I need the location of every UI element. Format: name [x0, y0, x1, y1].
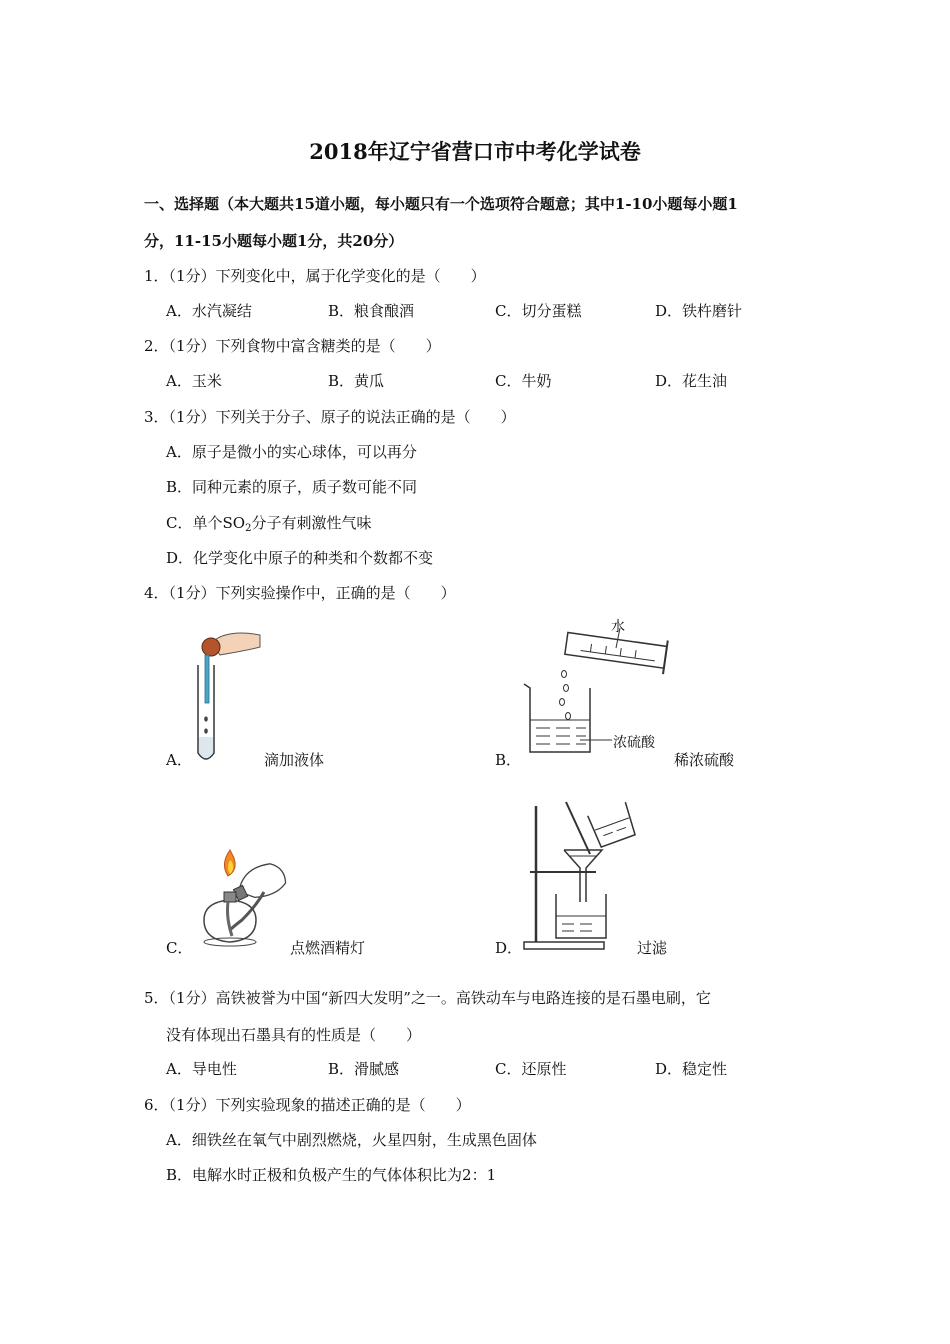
- q4-option-a-caption: 滴加液体: [264, 751, 325, 769]
- dilution-beaker-figure: [520, 612, 680, 762]
- q3-option-a: A．原子是微小的实心球体，可以再分: [166, 443, 417, 461]
- question-3-stem: 3．（1分）下列关于分子、原子的说法正确的是（ ）: [144, 408, 516, 426]
- figure-label-water: 水: [611, 619, 625, 635]
- question-6-stem: 6．（1分）下列实验现象的描述正确的是（ ）: [144, 1096, 471, 1114]
- q4-option-b-caption: 稀浓硫酸: [674, 751, 735, 769]
- q5-option-a: A．导电性: [166, 1060, 237, 1078]
- question-2-stem: 2．（1分）下列食物中富含糖类的是（ ）: [144, 337, 441, 355]
- q4-option-a-letter: A．: [166, 751, 192, 769]
- page-title: 2018年辽宁省营口市中考化学试卷: [309, 139, 641, 164]
- section-heading-line2: 分，11-15小题每小题1分，共20分）: [144, 232, 404, 250]
- q3-option-d: D．化学变化中原子的种类和个数都不变: [166, 549, 434, 567]
- q3-option-c: [166, 512, 371, 534]
- q4-option-c-letter: C．: [166, 939, 193, 957]
- figure-label-sulfuric-acid: 浓硫酸: [613, 735, 655, 751]
- alcohol-lamp-figure: [190, 840, 300, 950]
- q5-option-c: C．还原性: [495, 1060, 567, 1078]
- q6-option-b: B．电解水时正极和负极产生的气体体积比为2：1: [166, 1166, 497, 1184]
- q1-option-a: A．水汽凝结: [166, 302, 252, 320]
- question-5-stem-line2: 没有体现出石墨具有的性质是（ ）: [166, 1026, 422, 1044]
- so2-formula: $SO_2$: [222, 514, 252, 534]
- question-4-stem: 4．（1分）下列实验操作中，正确的是（ ）: [144, 584, 456, 602]
- q3-option-c-lead: C．单个: [166, 514, 223, 532]
- q1-option-b: B．粮食酿酒: [328, 302, 415, 320]
- dropper-test-tube-figure: [190, 625, 265, 765]
- q5-option-d: D．稳定性: [655, 1060, 728, 1078]
- question-1-stem: 1．（1分）下列变化中，属于化学变化的是（ ）: [144, 267, 486, 285]
- q4-option-d-letter: D．: [495, 939, 523, 957]
- q4-option-d-caption: 过滤: [637, 939, 668, 957]
- q2-option-b: B．黄瓜: [328, 372, 385, 390]
- q2-option-d: D．花生油: [655, 372, 728, 390]
- q4-option-c-caption: 点燃酒精灯: [290, 939, 366, 957]
- q4-option-b-letter: B．: [495, 751, 522, 769]
- q3-option-c-rest: 分子有刺激性气味: [251, 514, 372, 532]
- q5-option-b: B．滑腻感: [328, 1060, 400, 1078]
- q1-option-d: D．铁杵磨针: [655, 302, 743, 320]
- q1-option-c: C．切分蛋糕: [495, 302, 582, 320]
- q6-option-a: A．细铁丝在氧气中剧烈燃烧，火星四射，生成黑色固体: [166, 1131, 537, 1149]
- question-5-stem-line1: 5．（1分）高铁被誉为中国“新四大发明”之一。高铁动车与电路连接的是石墨电刷，它: [144, 989, 711, 1007]
- q2-option-a: A．玉米: [166, 372, 222, 390]
- section-heading-line1: 一、选择题（本大题共15道小题，每小题只有一个选项符合题意；其中1-10小题每小题1: [144, 195, 738, 213]
- q3-option-b: B．同种元素的原子，质子数可能不同: [166, 478, 418, 496]
- filtration-figure: [520, 798, 640, 953]
- q2-option-c: C．牛奶: [495, 372, 552, 390]
